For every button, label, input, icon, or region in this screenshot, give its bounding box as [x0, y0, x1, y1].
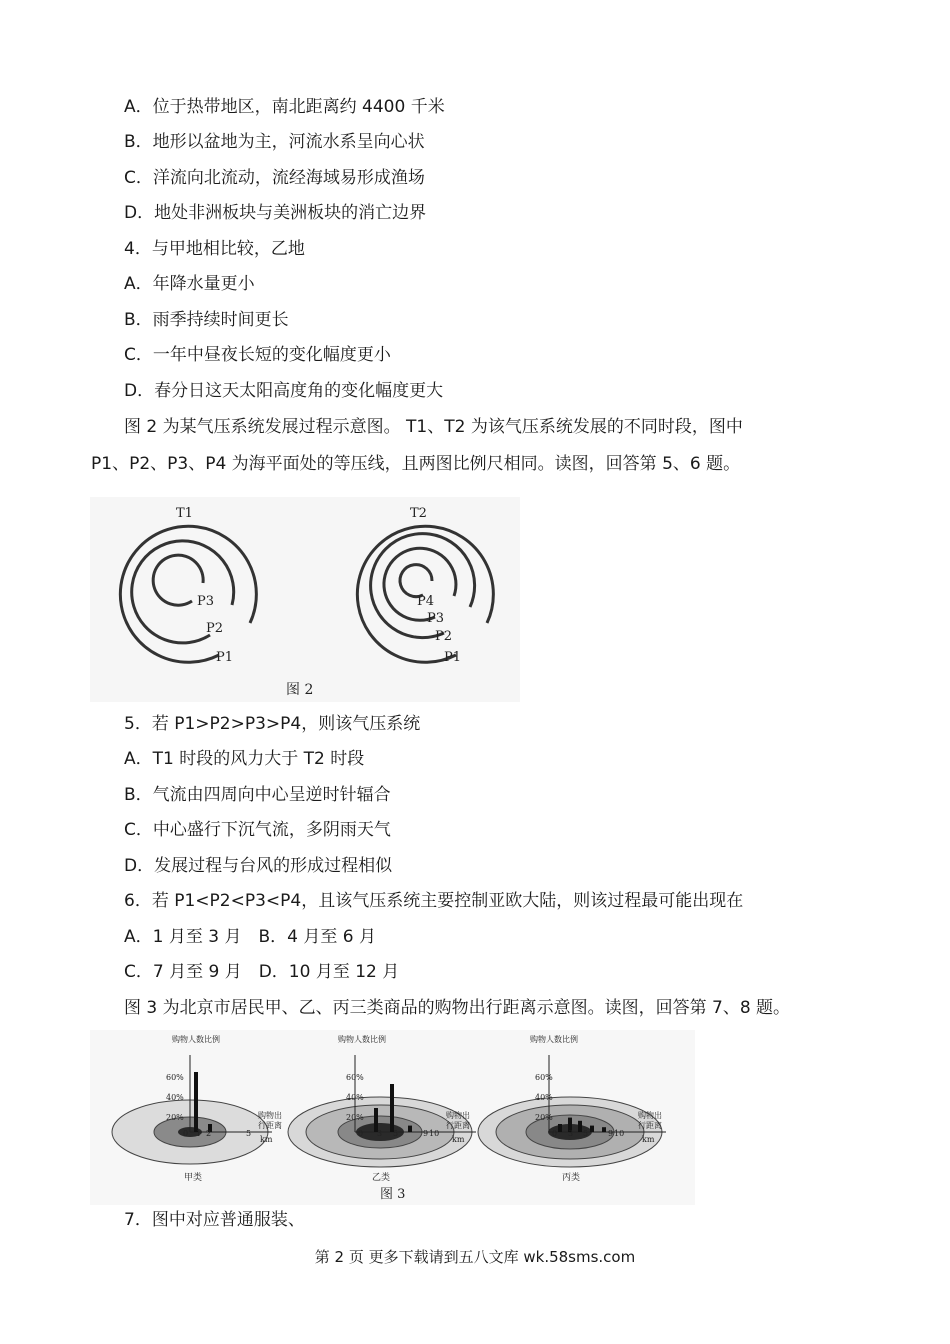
figure2-intro-line1: 图 2 为某气压系统发展过程示意图。 T1、T2 为该气压系统发展的不同时段，图中 — [124, 417, 743, 437]
panel-name-bing: 丙类 — [562, 1173, 581, 1183]
y-tick-20: 20% — [166, 1113, 184, 1122]
question-5: 5．若 P1>P2>P3>P4，则该气压系统 — [124, 714, 421, 734]
x-axis-unit: km — [642, 1135, 655, 1144]
x-axis-label-2: 行距离 — [258, 1121, 282, 1130]
x-tick-5: 5 — [393, 1129, 399, 1138]
option-5c: C．中心盛行下沉气流，多阴雨天气 — [124, 820, 391, 840]
x-axis-label-2: 行距离 — [446, 1121, 470, 1130]
label-t2-p1: P1 — [444, 650, 462, 665]
question-4: 4．与甲地相比较，乙地 — [124, 239, 305, 259]
bar — [390, 1084, 394, 1132]
y-tick-40: 40% — [346, 1093, 364, 1102]
label-t1-p1: P1 — [216, 650, 234, 665]
bar — [590, 1126, 594, 1132]
figure-3-caption: 图 3 — [380, 1187, 406, 1202]
x-tick-0: 0 — [183, 1129, 189, 1138]
label-t2-p2: P2 — [435, 629, 453, 644]
option-6cd: C．7 月至 9 月 D．10 月至 12 月 — [124, 962, 400, 982]
figure2-intro-line2: P1、P2、P3、P4 为海平面处的等压线，且两图比例尺相同。读图，回答第 5、6 题。 — [91, 454, 741, 474]
option-5a: A．T1 时段的风力大于 T2 时段 — [124, 749, 365, 769]
x-tick-5: 5 — [583, 1129, 589, 1138]
option-4c: C．一年中昼夜长短的变化幅度更小 — [124, 345, 391, 365]
x-axis-label-1: 购物出 — [446, 1111, 470, 1120]
x-tick-1: 1 — [196, 1129, 202, 1138]
bar — [602, 1127, 606, 1132]
x-tick-10: 10 — [429, 1129, 440, 1138]
y-tick-40: 40% — [535, 1093, 553, 1102]
x-tick-0: 0 — [552, 1129, 558, 1138]
y-tick-60: 60% — [166, 1073, 184, 1082]
y-tick-40: 40% — [166, 1093, 184, 1102]
x-tick-10: 10 — [614, 1129, 625, 1138]
option-4d: D．春分日这天太阳高度角的变化幅度更大 — [124, 381, 444, 401]
bar — [194, 1072, 198, 1132]
figure-2-isobar-diagram — [90, 497, 520, 702]
option-6ab: A．1 月至 3 月 B．4 月至 6 月 — [124, 927, 376, 947]
y-axis-label: 购物人数比例 — [172, 1035, 220, 1044]
panel-name-yi: 乙类 — [372, 1173, 391, 1183]
bar — [578, 1121, 582, 1132]
option-5d: D．发展过程与台风的形成过程相似 — [124, 856, 393, 876]
y-axis-label: 购物人数比例 — [530, 1035, 578, 1044]
bar — [558, 1124, 562, 1132]
x-tick-5: 5 — [246, 1129, 252, 1138]
figure-2-caption: 图 2 — [286, 682, 314, 698]
x-axis-label-1: 购物出 — [258, 1111, 282, 1120]
y-tick-60: 60% — [535, 1073, 553, 1082]
y-axis-label: 购物人数比例 — [338, 1035, 386, 1044]
label-t1: T1 — [176, 506, 193, 521]
option-3d: D．地处非洲板块与美洲板块的消亡边界 — [124, 203, 427, 223]
option-4b: B．雨季持续时间更长 — [124, 310, 289, 330]
x-tick-0: 0 — [358, 1129, 364, 1138]
x-axis-label-2: 行距离 — [638, 1121, 662, 1130]
figure-3-shopping-distance — [90, 1030, 695, 1205]
x-axis-label-1: 购物出 — [638, 1111, 662, 1120]
option-4a: A．年降水量更小 — [124, 274, 255, 294]
panel-name-jia: 甲类 — [184, 1173, 203, 1183]
question-7: 7．图中对应普通服装、 — [124, 1210, 305, 1230]
bar — [408, 1126, 412, 1132]
option-3c: C．洋流向北流动，流经海域易形成渔场 — [124, 168, 425, 188]
figure3-intro: 图 3 为北京市居民甲、乙、丙三类商品的购物出行距离示意图。读图，回答第 7、8 题。 — [124, 998, 791, 1018]
x-axis-unit: km — [452, 1135, 465, 1144]
x-tick-9: 9 — [608, 1129, 614, 1138]
page-footer: 第 2 页 更多下载请到五八文库 wk.58sms.com — [314, 1248, 636, 1266]
option-5b: B．气流由四周向中心呈逆时针辐合 — [124, 785, 391, 805]
label-t1-p3: P3 — [197, 594, 215, 609]
x-tick-2: 2 — [206, 1129, 212, 1138]
question-6: 6．若 P1<P2<P3<P4，且该气压系统主要控制亚欧大陆，则该过程最可能出现在 — [124, 891, 744, 911]
label-t2-p4: P4 — [417, 594, 435, 609]
x-axis-unit: km — [260, 1135, 273, 1144]
y-tick-60: 60% — [346, 1073, 364, 1082]
y-tick-20: 20% — [535, 1113, 553, 1122]
x-tick-3: 3 — [377, 1129, 383, 1138]
option-3b: B．地形以盆地为主，河流水系呈向心状 — [124, 132, 425, 152]
label-t2: T2 — [410, 506, 427, 521]
x-tick-9: 9 — [423, 1129, 429, 1138]
figure-2-background — [90, 497, 520, 702]
label-t1-p2: P2 — [206, 621, 224, 636]
option-3a: A．位于热带地区，南北距离约 4400 千米 — [124, 97, 445, 117]
x-tick-3: 3 — [568, 1129, 574, 1138]
label-t2-p3: P3 — [427, 611, 445, 626]
y-tick-20: 20% — [346, 1113, 364, 1122]
